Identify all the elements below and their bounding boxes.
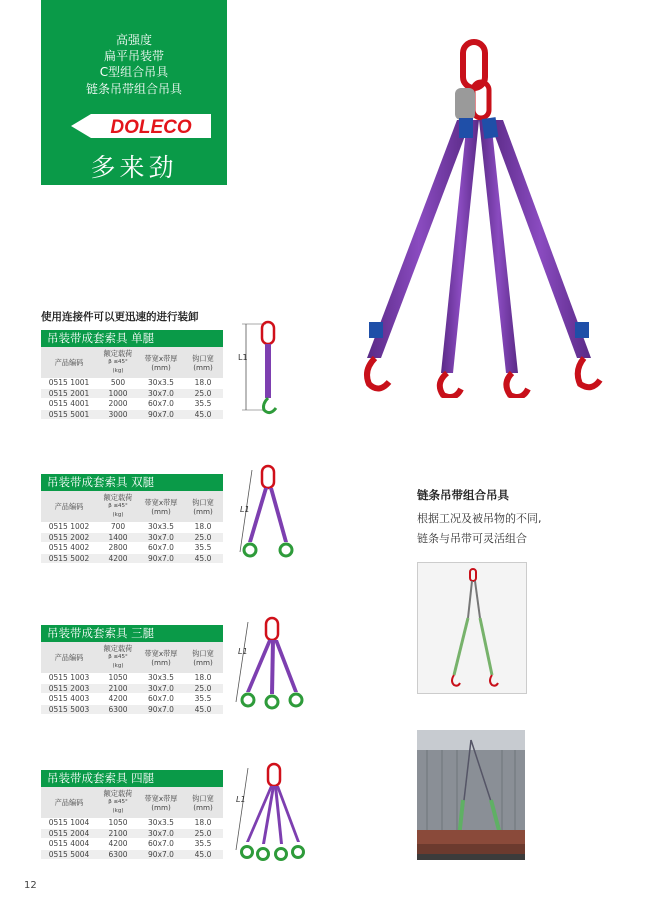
header-load: 额定载荷 β ≤45° (kg) <box>97 642 139 673</box>
spec-table-three-leg <box>41 625 223 715</box>
page-number: 12 <box>24 880 37 891</box>
table-row: 0515 2003 2100 30x7.0 25.0 <box>41 683 223 694</box>
header-hook: 钩口宽 (mm) <box>183 491 223 522</box>
header-load: 额定载荷 β ≤45° (kg) <box>97 491 139 522</box>
table-title: 吊装带成套索具 四腿 <box>41 770 223 787</box>
spec-table <box>41 491 223 564</box>
table-row: 0515 5003 6300 90x7.0 45.0 <box>41 704 223 715</box>
svg-text:L1: L1 <box>238 647 248 656</box>
table-row: 0515 5004 6300 90x7.0 45.0 <box>41 849 223 860</box>
table-row: 0515 4004 4200 60x7.0 35.5 <box>41 839 223 850</box>
table-row: 0515 5001 3000 90x7.0 45.0 <box>41 409 223 420</box>
brand-line-4: 链条吊带组合吊具 <box>85 82 182 96</box>
brand-line-3: C型组合吊具 <box>99 65 169 79</box>
table-row: 0515 2004 2100 30x7.0 25.0 <box>41 828 223 839</box>
svg-text:L1: L1 <box>236 795 246 804</box>
table-row: 0515 4003 4200 60x7.0 35.5 <box>41 694 223 705</box>
table-row: 0515 2001 1000 30x7.0 25.0 <box>41 388 223 399</box>
four-leg-sling-photo <box>355 38 605 398</box>
header-load: 额定载荷 β ≤45° (kg) <box>97 787 139 818</box>
table-row: 0515 1004 1050 30x3.5 18.0 <box>41 818 223 828</box>
table-row: 0515 4001 2000 60x7.0 35.5 <box>41 399 223 410</box>
desc-line-2: 链条与吊带可灵活组合 <box>417 532 527 545</box>
svg-text:DOLECO: DOLECO <box>110 117 192 138</box>
table-row: 0515 1001 500 30x3.5 18.0 <box>41 378 223 388</box>
header-hook: 钩口宽 (mm) <box>183 642 223 673</box>
header-size: 带宽x带厚 (mm) <box>139 491 183 522</box>
table-row: 0515 4002 2800 60x7.0 35.5 <box>41 543 223 554</box>
header-code: 产品编码 <box>41 642 97 673</box>
svg-text:L1: L1 <box>240 505 250 514</box>
spec-table <box>41 642 223 715</box>
spec-table <box>41 347 223 420</box>
desc-title: 链条吊带组合吊具 <box>417 488 509 502</box>
desc-line-1: 根据工况及被吊物的不同, <box>417 512 542 525</box>
brand-panel <box>41 0 227 185</box>
lifting-pipes-photo <box>417 730 525 860</box>
three-leg-diagram <box>232 614 312 714</box>
header-load: 额定载荷 β ≤45° (kg) <box>97 347 139 378</box>
doleco-logo <box>71 113 211 139</box>
spec-table <box>41 787 223 860</box>
four-leg-diagram <box>232 760 312 868</box>
spec-table-two-leg <box>41 474 223 564</box>
header-code: 产品编码 <box>41 347 97 378</box>
single-leg-diagram <box>236 320 286 420</box>
table-row: 0515 1002 700 30x3.5 18.0 <box>41 522 223 532</box>
table-row: 0515 2002 1400 30x7.0 25.0 <box>41 532 223 543</box>
table-row: 0515 1003 1050 30x3.5 18.0 <box>41 673 223 683</box>
spec-table-single-leg <box>41 330 223 420</box>
svg-text:L1: L1 <box>238 353 248 362</box>
intro-text: 使用连接件可以更迅速的进行装卸 <box>41 311 199 323</box>
brand-cn-name: 多来劲 <box>90 153 178 182</box>
header-hook: 钩口宽 (mm) <box>183 347 223 378</box>
table-title: 吊装带成套索具 双腿 <box>41 474 223 491</box>
table-title: 吊装带成套索具 三腿 <box>41 625 223 642</box>
table-row: 0515 5002 4200 90x7.0 45.0 <box>41 553 223 564</box>
table-title: 吊装带成套索具 单腿 <box>41 330 223 347</box>
spec-table-four-leg <box>41 770 223 860</box>
header-hook: 钩口宽 (mm) <box>183 787 223 818</box>
header-code: 产品编码 <box>41 491 97 522</box>
header-size: 带宽x带厚 (mm) <box>139 787 183 818</box>
header-size: 带宽x带厚 (mm) <box>139 347 183 378</box>
header-code: 产品编码 <box>41 787 97 818</box>
two-leg-diagram <box>236 462 306 570</box>
header-size: 带宽x带厚 (mm) <box>139 642 183 673</box>
chain-sling-photo <box>417 562 527 694</box>
brand-line-1: 高强度 <box>115 33 152 47</box>
brand-line-2: 扁平吊装带 <box>103 49 164 63</box>
